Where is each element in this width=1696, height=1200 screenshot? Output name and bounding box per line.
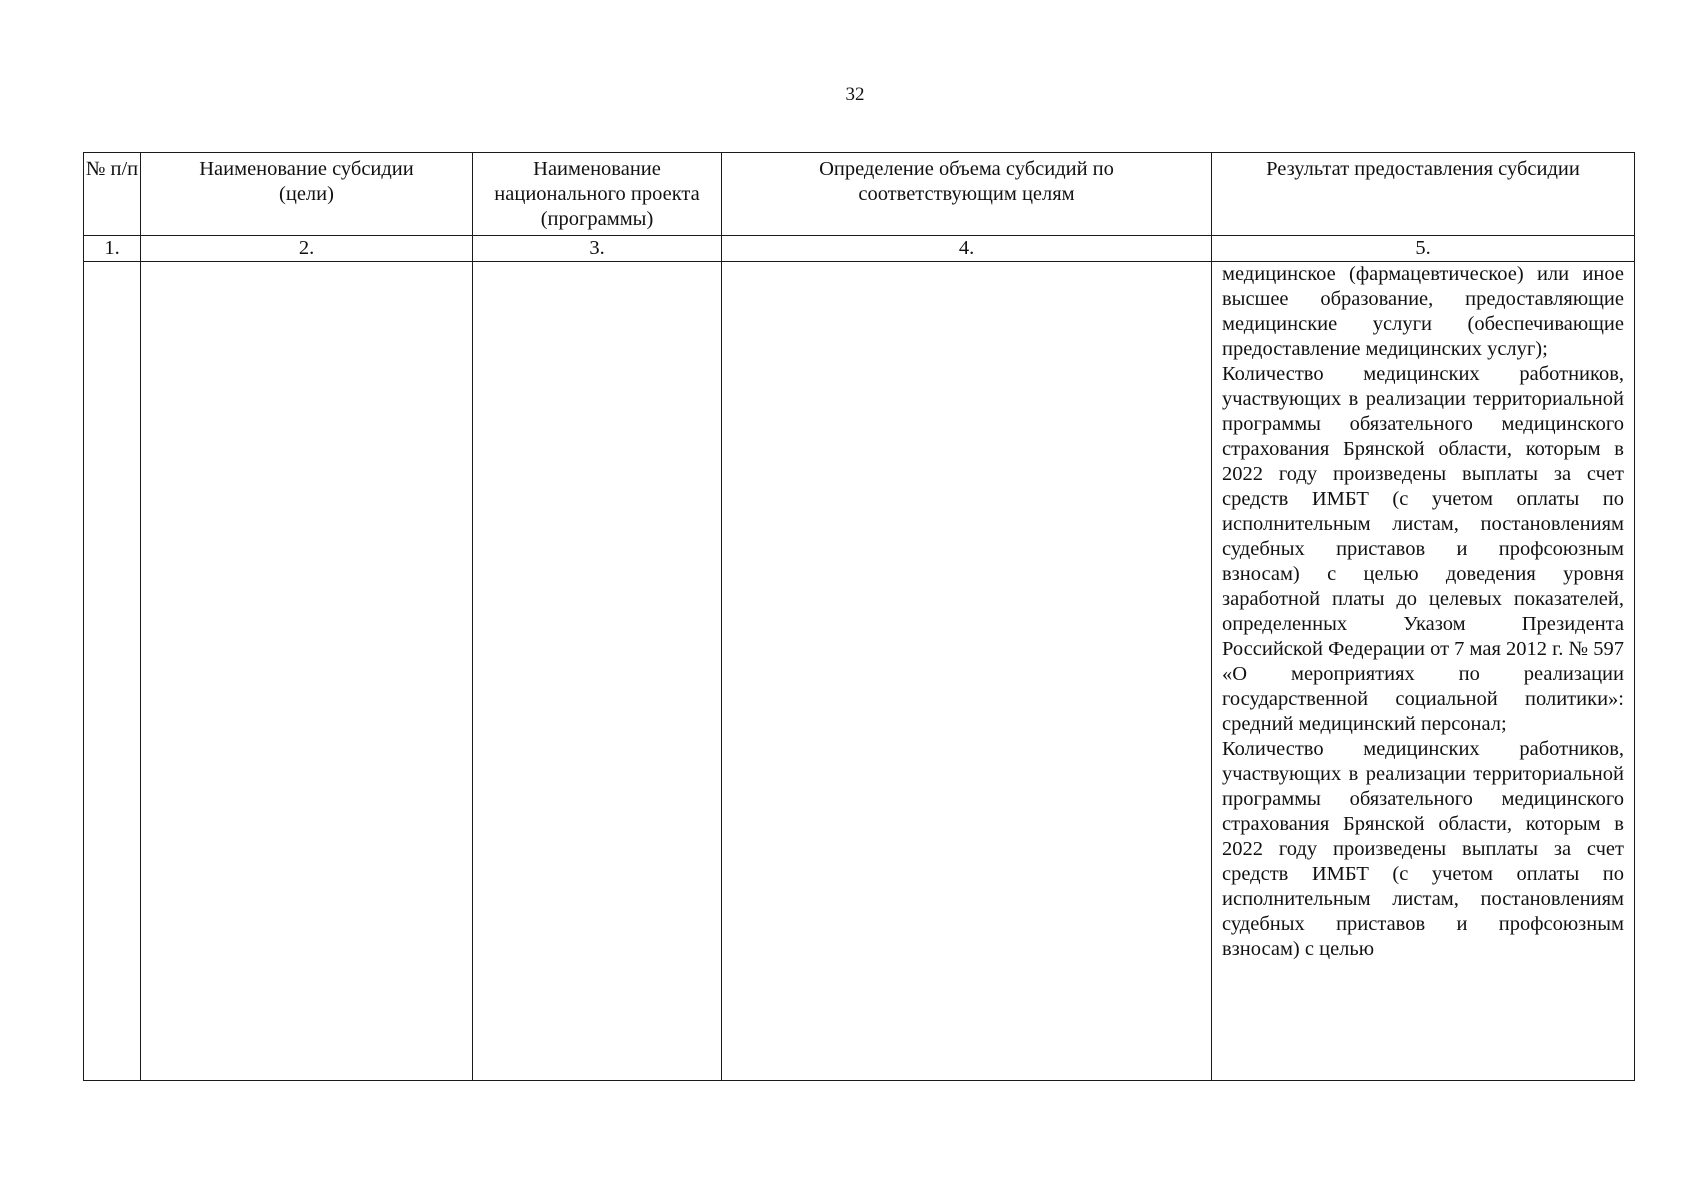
table-row xyxy=(84,262,1635,1081)
header-subsidy-volume-text: Определение объема субсидий по соответствующим целям xyxy=(819,158,1114,205)
cell-subsidy-volume xyxy=(722,262,1212,1081)
cell-subsidy-name xyxy=(141,262,473,1081)
column-number: 4. xyxy=(722,236,1212,262)
header-national-project xyxy=(473,153,722,236)
header-subsidy-result-text: Результат предоставления субсидии xyxy=(1266,158,1580,180)
table-header-row xyxy=(84,153,1635,236)
column-number: 1. xyxy=(84,236,141,262)
cell-subsidy-result xyxy=(1212,262,1635,1081)
result-text xyxy=(1212,262,1634,962)
header-subsidy-name xyxy=(141,153,473,236)
column-number: 3. xyxy=(473,236,722,262)
column-number: 2. xyxy=(141,236,473,262)
result-paragraph: Количество медицинских работников, участвующих в реализации территориальной программы обязательного медицинского страхования Брянской области, которым в 2022 году произведены выплаты за счет средств ИМБТ (с учетом оплаты по исполнительным листам, постановлениям судебных приставов и профсоюзным взносам) с целью доведения уровня заработной платы до целевых показателей, определенных Указом Президента Российской Федерации от 7 мая 2012 г. № 597 «О мероприятиях по реализации государственной социальной политики»: средний медицинский персонал; xyxy=(1222,363,1624,735)
subsidy-table xyxy=(83,152,1635,1081)
cell-national-project xyxy=(473,262,722,1081)
cell-number xyxy=(84,262,141,1081)
header-subsidy-volume xyxy=(722,153,1212,236)
header-subsidy-result xyxy=(1212,153,1635,236)
result-paragraph: медицинское (фармацевтическое) или иное высшее образование, предоставляющие медицинские услуги (обеспечивающие предоставление медицинских услуг); xyxy=(1222,263,1624,360)
column-number: 5. xyxy=(1212,236,1635,262)
page-number: 32 xyxy=(845,84,865,105)
result-paragraph: Количество медицинских работников, участвующих в реализации территориальной программы обязательного медицинского страхования Брянской области, которым в 2022 году произведены выплаты за счет средств ИМБТ (с учетом оплаты по исполнительным листам, постановлениям судебных приставов и профсоюзным взносам) с целью xyxy=(1222,738,1624,960)
column-number-row xyxy=(84,236,1635,262)
header-number-text: № п/п xyxy=(85,158,139,180)
header-subsidy-name-text: Наименование субсидии (цели) xyxy=(199,158,414,205)
header-national-project-text: Наименование национального проекта (программы) xyxy=(494,158,700,230)
header-number xyxy=(84,153,141,236)
